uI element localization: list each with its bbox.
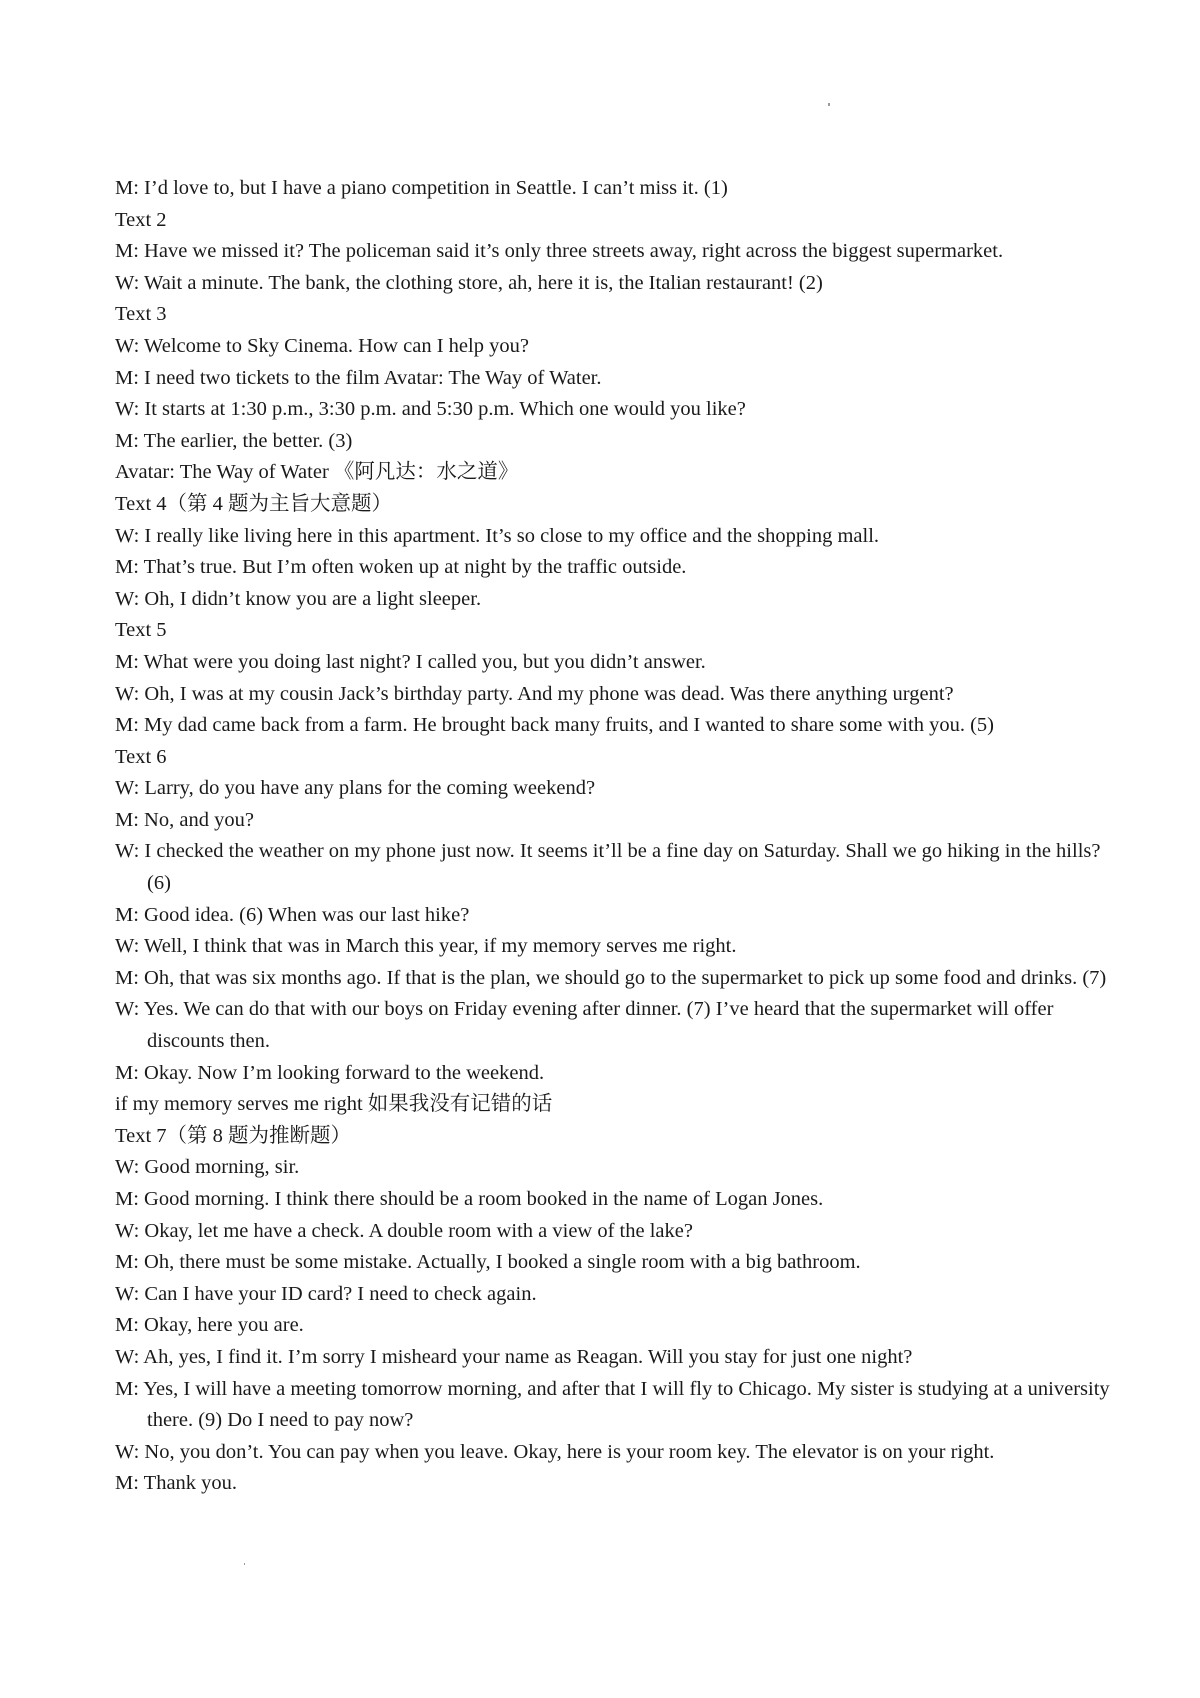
transcript-line: W: No, you don’t. You can pay when you leave. Okay, here is your room key. The elevator is on your right. — [115, 1440, 995, 1463]
scan-speck-top — [828, 103, 830, 106]
transcript-line: W: Larry, do you have any plans for the coming weekend? — [115, 777, 596, 800]
transcript-line: M: No, and you? — [115, 808, 254, 831]
transcript-line: W: Wait a minute. The bank, the clothing store, ah, here it is, the Italian restaurant! (2) — [115, 271, 823, 294]
transcript-body — [115, 173, 1125, 1500]
transcript-line: M: I need two tickets to the film Avatar: The Way of Water. — [115, 366, 602, 389]
transcript-line: M: My dad came back from a farm. He brought back many fruits, and I wanted to share some with you. (5) — [115, 714, 994, 737]
transcript-line: W: Well, I think that was in March this year, if my memory serves me right. — [115, 935, 737, 958]
transcript-line: W: Yes. We can do that with our boys on Friday evening after dinner. (7) I’ve heard that the supermarket will offer discounts then. — [115, 998, 1054, 1053]
transcript-line: M: Oh, that was six months ago. If that is the plan, we should go to the supermarket to pick up some food and drinks. (7) — [115, 966, 1107, 989]
section-heading: Text 6 — [115, 745, 167, 768]
transcript-line: M: Yes, I will have a meeting tomorrow morning, and after that I will fly to Chicago. My sister is studying at a university there. (9) Do I need to pay now? — [115, 1377, 1110, 1432]
transcript-line: W: Okay, let me have a check. A double room with a view of the lake? — [115, 1219, 693, 1242]
section-heading: Text 3 — [115, 303, 167, 326]
transcript-line: M: I’d love to, but I have a piano competition in Seattle. I can’t miss it. (1) — [115, 177, 728, 199]
transcript-line: M: Oh, there must be some mistake. Actually, I booked a single room with a big bathroom. — [115, 1251, 861, 1274]
scan-speck-bottom — [244, 1563, 245, 1565]
section-heading: Text 4（第 4 题为主旨大意题） — [115, 492, 393, 515]
transcript-line: M: Have we missed it? The policeman said it’s only three streets away, right across the biggest supermarket. — [115, 240, 1004, 263]
section-heading: Text 2 — [115, 208, 167, 231]
transcript-line: W: It starts at 1:30 p.m., 3:30 p.m. and 5:30 p.m. Which one would you like? — [115, 398, 746, 421]
transcript-line: W: Ah, yes, I find it. I’m sorry I misheard your name as Reagan. Will you stay for just one night? — [115, 1345, 913, 1368]
transcript-line: M: Okay. Now I’m looking forward to the weekend. — [115, 1061, 545, 1084]
transcript-line: W: I really like living here in this apartment. It’s so close to my office and the shopping mall. — [115, 524, 880, 547]
transcript-line: M: Thank you. — [115, 1472, 238, 1495]
section-heading: Text 7（第 8 题为推断题） — [115, 1124, 352, 1147]
transcript-line: M: The earlier, the better. (3) — [115, 429, 353, 452]
transcript-line: Avatar: The Way of Water 《阿凡达：水之道》 — [115, 461, 519, 484]
transcript-line: M: Good morning. I think there should be a room booked in the name of Logan Jones. — [115, 1188, 824, 1210]
transcript-line: M: What were you doing last night? I called you, but you didn’t answer. — [115, 650, 706, 673]
transcript-line: W: Oh, I didn’t know you are a light sleeper. — [115, 587, 482, 610]
transcript-line: if my memory serves me right 如果我没有记错的话 — [115, 1093, 553, 1116]
transcript-line: M: Okay, here you are. — [115, 1314, 304, 1337]
transcript-line: M: That’s true. But I’m often woken up at night by the traffic outside. — [115, 556, 687, 579]
section-heading: Text 5 — [115, 619, 167, 642]
transcript-line: M: Good idea. (6) When was our last hike? — [115, 903, 470, 926]
transcript-line: W: Oh, I was at my cousin Jack’s birthday party. And my phone was dead. Was there anything urgent? — [115, 682, 954, 705]
transcript-line: W: Welcome to Sky Cinema. How can I help you? — [115, 334, 529, 357]
transcript-line: W: Good morning, sir. — [115, 1156, 300, 1179]
transcript-line: W: Can I have your ID card? I need to check again. — [115, 1282, 537, 1305]
transcript-line: W: I checked the weather on my phone just now. It seems it’ll be a fine day on Saturday. Shall we go hiking in the hills? (6) — [115, 840, 1101, 895]
